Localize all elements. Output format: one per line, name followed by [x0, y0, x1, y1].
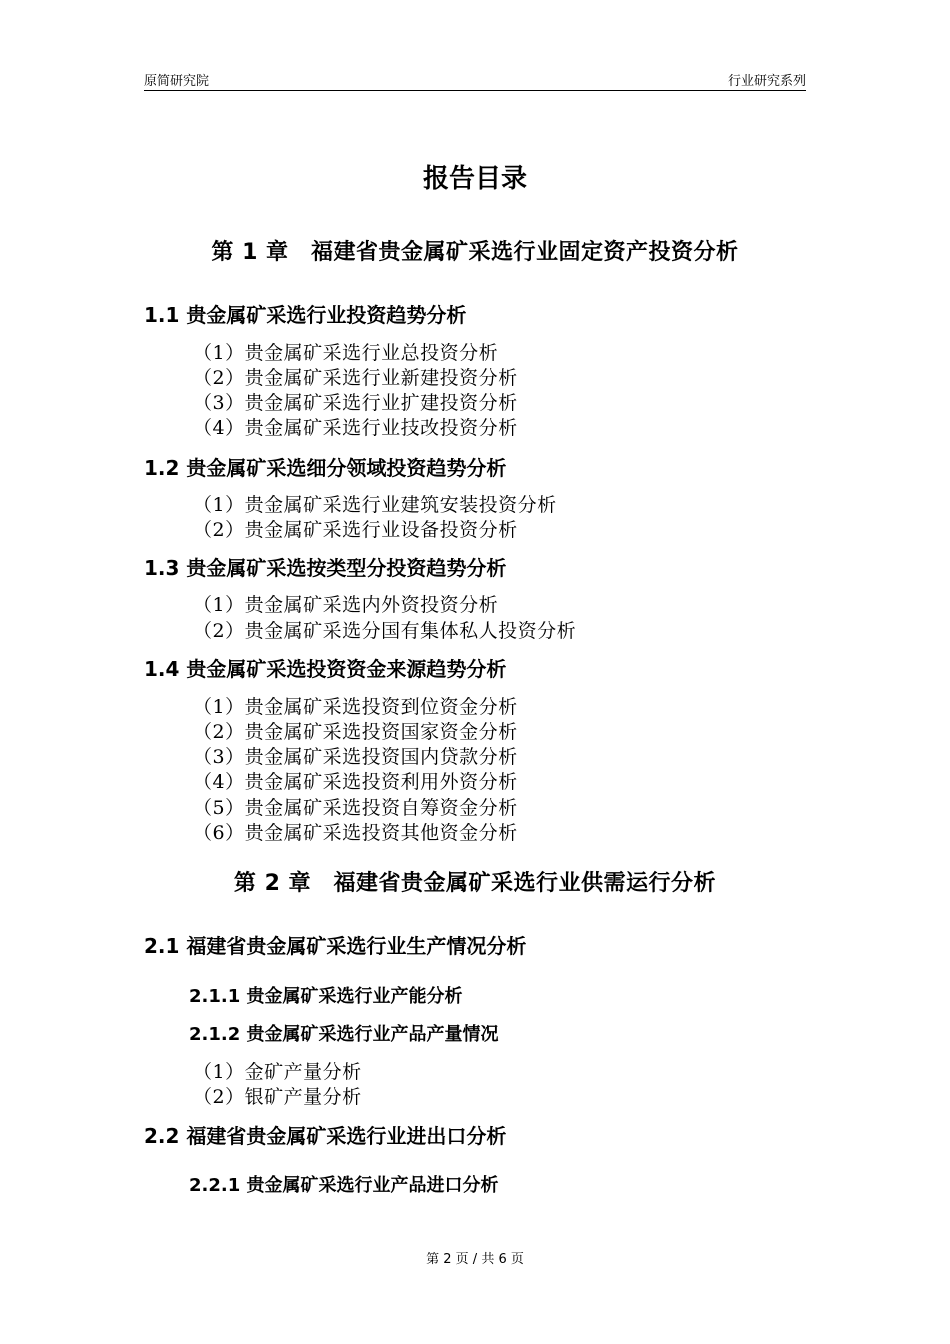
section-heading: 1.3 贵金属矿采选按类型分投资趋势分析: [144, 556, 507, 580]
toc-item: （1）贵金属矿采选行业总投资分析: [193, 342, 499, 364]
page-footer: 第 2 页 / 共 6 页: [426, 1252, 524, 1267]
subsection-heading: 2.1.2 贵金属矿采选行业产品产量情况: [189, 1024, 499, 1045]
toc-item: （2）贵金属矿采选行业设备投资分析: [193, 519, 518, 541]
toc-item: （2）贵金属矿采选投资国家资金分析: [193, 721, 518, 743]
toc-item: （1）贵金属矿采选行业建筑安装投资分析: [193, 494, 557, 516]
subsection-heading: 2.2.1 贵金属矿采选行业产品进口分析: [189, 1175, 499, 1196]
report-title: 报告目录: [422, 164, 527, 194]
toc-item: （2）贵金属矿采选分国有集体私人投资分析: [193, 620, 577, 642]
toc-item: （4）贵金属矿采选行业技改投资分析: [193, 417, 518, 439]
section-heading: 1.4 贵金属矿采选投资资金来源趋势分析: [144, 657, 507, 681]
section-heading: 1.1 贵金属矿采选行业投资趋势分析: [144, 303, 467, 327]
section-heading: 2.1 福建省贵金属矿采选行业生产情况分析: [144, 934, 527, 958]
toc-item: （4）贵金属矿采选投资利用外资分析: [193, 771, 518, 793]
toc-item: （1）贵金属矿采选内外资投资分析: [193, 594, 499, 616]
toc-item: （2）贵金属矿采选行业新建投资分析: [193, 367, 518, 389]
toc-item: （1）贵金属矿采选投资到位资金分析: [193, 696, 518, 718]
toc-item: （6）贵金属矿采选投资其他资金分析: [193, 822, 518, 844]
toc-item: （3）贵金属矿采选投资国内贷款分析: [193, 746, 518, 768]
page-header: [144, 70, 806, 91]
header-series: 行业研究系列: [727, 74, 806, 89]
chapter-heading: 第 1 章 福建省贵金属矿采选行业固定资产投资分析: [211, 240, 739, 265]
toc-item: （2）银矿产量分析: [193, 1086, 362, 1108]
toc-item: （3）贵金属矿采选行业扩建投资分析: [193, 392, 518, 414]
section-heading: 1.2 贵金属矿采选细分领域投资趋势分析: [144, 456, 507, 480]
chapter-heading: 第 2 章 福建省贵金属矿采选行业供需运行分析: [233, 871, 717, 896]
section-heading: 2.2 福建省贵金属矿采选行业进出口分析: [144, 1124, 507, 1148]
toc-item: （1）金矿产量分析: [193, 1061, 362, 1083]
toc-item: （5）贵金属矿采选投资自筹资金分析: [193, 797, 518, 819]
subsection-heading: 2.1.1 贵金属矿采选行业产能分析: [189, 986, 463, 1007]
header-org: 原简研究院: [144, 74, 210, 89]
